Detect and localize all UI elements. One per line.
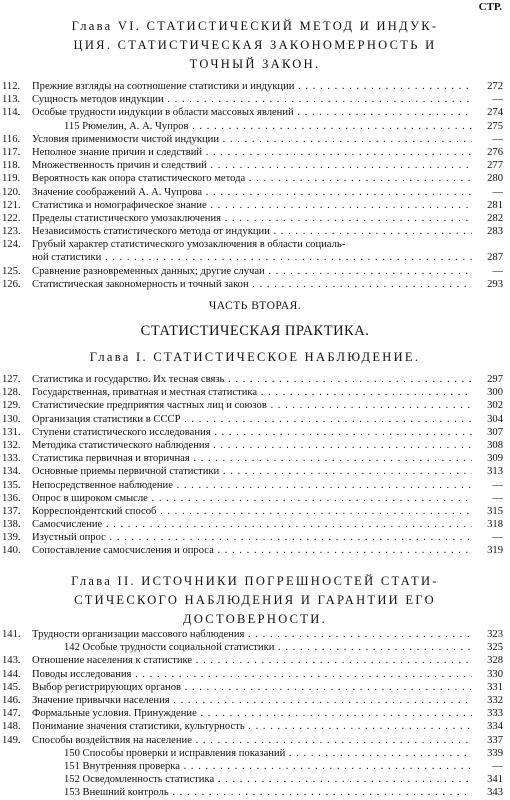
entry-number: 113. [2, 94, 21, 106]
entry-page: — [492, 492, 503, 504]
entry-page: — [492, 760, 503, 772]
entry-title: 151 Внутренняя проверка . . . [64, 760, 472, 773]
toc-entry [0, 159, 510, 172]
entry-page: 283 [487, 226, 503, 238]
entry-title: Сущность методов индукции . . . [32, 93, 472, 106]
entry-page: 330 [487, 668, 503, 680]
entry-number: 140. [2, 545, 21, 557]
toc-entry [0, 544, 510, 557]
entry-page: 297 [487, 374, 503, 385]
entry-title: Статистические предприятия частных лиц и союзов . . . [32, 399, 472, 412]
entry-number: 126. [2, 278, 21, 290]
chapter-1-heading: Глава I. СТАТИСТИЧЕСКОЕ НАБЛЮДЕНИЕ. [89, 350, 421, 364]
entry-page: 337 [487, 734, 503, 746]
toc-entry [0, 760, 510, 773]
entry-title: Методика статистического наблюдения . . . [32, 439, 472, 452]
entry-number: 145. [2, 681, 21, 693]
entry-page: 275 [487, 120, 503, 132]
entry-title: 115 Рюмелин, А. А. Чупров . . . [64, 120, 472, 133]
part-title: ЧАСТЬ ВТОРАЯ. [208, 300, 302, 312]
entry-page: 315 [487, 505, 503, 517]
entry-number: 149. [2, 734, 21, 746]
toc-entry [0, 734, 510, 747]
entry-title: Прежние взгляды на соотношение статистики и индукции . . . [32, 80, 472, 93]
entry-page: 334 [487, 721, 503, 733]
entry-page: 300 [487, 387, 503, 399]
entry-title: Неполное знание причин и следствий . . . [32, 146, 472, 159]
chapter-2-heading-line-1: Глава II. ИСТОЧНИКИ ПОГРЕШНОСТЕЙ СТАТИ- [71, 574, 439, 588]
toc-list-chapter-1 [0, 373, 510, 558]
toc-entry [0, 654, 510, 667]
entry-number: 138. [2, 519, 21, 531]
entry-page: 302 [487, 400, 503, 412]
entry-page: 343 [487, 787, 503, 799]
toc-entry [0, 373, 510, 386]
toc-entry [0, 106, 510, 119]
entry-title: Основные приемы первичной статистики . . . [32, 465, 472, 478]
entry-number: 128. [2, 387, 21, 399]
toc-entry [0, 386, 510, 399]
entry-title: Выбор регистрирующих органов . . . [32, 681, 472, 694]
toc-entry [0, 212, 510, 225]
entry-title: Статистика и номографическое знание . . . [32, 199, 472, 212]
entry-title: Формальные условия. Принуждение . . . [32, 707, 472, 720]
entry-number: 146. [2, 694, 21, 706]
entry-title: Особые трудности индукции в области массовых явлений . . . [32, 106, 472, 119]
entry-title: Трудности организации массового наблюдения . . . [32, 628, 472, 641]
toc-entry [0, 399, 510, 412]
toc-entry [0, 641, 510, 654]
entry-page: — [492, 265, 503, 277]
toc-list-chapter-6 [0, 80, 510, 291]
entry-page: 304 [487, 413, 503, 425]
chapter-2-heading-line-3: ДОСТОВЕРНОСТИ. [183, 612, 327, 626]
toc-entry [0, 479, 510, 492]
toc-entry [0, 80, 510, 93]
chapter-6-heading-line-2: ЦИЯ. СТАТИСТИЧЕСКАЯ ЗАКОНОМЕРНОСТЬ И [73, 38, 437, 52]
entry-number: 148. [2, 721, 21, 733]
entry-title: Сопоставление самосчисления и опроса . . . [32, 544, 472, 557]
toc-entry [0, 199, 510, 212]
entry-number: 133. [2, 453, 21, 465]
entry-number: 130. [2, 413, 21, 425]
page-column-label: СТР. [478, 1, 502, 13]
entry-title: 153 Внешний контроль . . . [64, 786, 472, 799]
entry-title: Ступени статистического исследования . . . [32, 426, 472, 439]
entry-number: 118. [2, 160, 21, 172]
toc-entry [0, 505, 510, 518]
entry-title: Грубый характер статистического умозаключения в области социаль- [32, 239, 346, 251]
entry-page: 307 [487, 426, 503, 438]
entry-title: 150 Способы проверки и исправления показаний . . . [64, 747, 472, 760]
chapter-6-heading-line-3: ТОЧНЫЙ ЗАКОН. [189, 57, 321, 71]
toc-entry [0, 225, 510, 238]
entry-page: 277 [487, 160, 503, 172]
entry-page: 318 [487, 519, 503, 531]
entry-title: Способы воздействия на население . . . [32, 734, 472, 747]
entry-page: 272 [487, 81, 503, 92]
entry-page: 274 [487, 107, 503, 119]
entry-title: Изустный опрос . . . [32, 531, 472, 544]
entry-title: Статистическая закономерность и точный закон . . . [32, 278, 472, 291]
toc-entry [0, 720, 510, 733]
entry-page: 319 [487, 545, 503, 557]
toc-entry [0, 186, 510, 199]
entry-title: Корреспондентский способ . . . [32, 505, 472, 518]
entry-page: 309 [487, 453, 503, 465]
entry-page: — [492, 133, 503, 145]
entry-title: Опрос в широком смысле . . . [32, 492, 472, 505]
entry-title: Множественность причин и следствий . . . [32, 159, 472, 172]
entry-number: 122. [2, 212, 21, 224]
entry-number: 135. [2, 479, 21, 491]
entry-title: 152 Осведомленность статистика . . . [64, 773, 472, 786]
entry-title: Условия применимости чистой индукции . . . [32, 133, 472, 146]
entry-page: 333 [487, 708, 503, 720]
toc-entry [0, 694, 510, 707]
entry-title: Вероятность как опора статистического метода . . . [32, 172, 472, 185]
entry-page: 323 [487, 629, 503, 640]
entry-number: 141. [2, 629, 21, 640]
entry-number: 124. [2, 239, 21, 251]
entry-number: 143. [2, 655, 21, 667]
entry-page: 276 [487, 146, 503, 158]
toc-entry [0, 747, 510, 760]
entry-title: Сравнение разновременных данных; другие случаи . . . [32, 265, 472, 278]
toc-entry [0, 133, 510, 146]
entry-title: Статистика первичная и вторичная . . . [32, 452, 472, 465]
entry-page: — [492, 94, 503, 106]
toc-entry [0, 146, 510, 159]
entry-page: — [492, 186, 503, 198]
entry-page: 281 [487, 199, 503, 211]
toc-entry [0, 773, 510, 786]
entry-number: 121. [2, 199, 21, 211]
entry-title: Организация статистики в СССР . . . [32, 413, 472, 426]
toc-entry [0, 172, 510, 185]
entry-number: 112. [2, 81, 21, 92]
entry-page: 339 [487, 747, 503, 759]
entry-page: 293 [487, 278, 503, 290]
entry-number: 116. [2, 133, 21, 145]
entry-title: Непосредственное наблюдение . . . [32, 479, 472, 492]
entry-title: Понимание значения статистики, культурность . . . [32, 720, 472, 733]
entry-title: Значение соображений А. А. Чупрова . . . [32, 186, 472, 199]
toc-entry [0, 238, 510, 251]
toc-entry [0, 426, 510, 439]
toc-entry [0, 628, 510, 641]
toc-entry [0, 439, 510, 452]
toc-entry [0, 668, 510, 681]
entry-title: Поводы исследования . . . [32, 668, 472, 681]
entry-number: 129. [2, 400, 21, 412]
toc-entry [0, 413, 510, 426]
entry-title: Независимость статистического метода от индукции . . . [32, 225, 472, 238]
entry-number: 120. [2, 186, 21, 198]
entry-number: 136. [2, 492, 21, 504]
entry-page: 280 [487, 173, 503, 185]
entry-number: 119. [2, 173, 21, 185]
entry-number: 132. [2, 439, 21, 451]
toc-entry [0, 278, 510, 291]
entry-page: 308 [487, 439, 503, 451]
entry-page: 313 [487, 466, 503, 478]
entry-title: Пределы статистического умозаключения . . . [32, 212, 472, 225]
entry-number: 117. [2, 146, 21, 158]
entry-page: 341 [487, 774, 503, 786]
toc-entry [0, 265, 510, 278]
toc-entry [0, 251, 510, 264]
toc-entry [0, 465, 510, 478]
toc-entry [0, 681, 510, 694]
toc-entry [0, 531, 510, 544]
entry-title: ной статистики . . . [32, 251, 472, 264]
entry-number: 139. [2, 532, 21, 544]
entry-page: — [492, 532, 503, 544]
toc-entry [0, 452, 510, 465]
toc-entry [0, 786, 510, 799]
toc-list-chapter-2 [0, 628, 510, 799]
entry-page: — [492, 479, 503, 491]
toc-entry [0, 93, 510, 106]
entry-page: 287 [487, 252, 503, 264]
section-title: СТАТИСТИЧЕСКАЯ ПРАКТИКА. [140, 323, 370, 339]
entry-title: Статистика и государство. Их тесная связь . . . [32, 373, 472, 386]
entry-page: 282 [487, 212, 503, 224]
entry-page: 328 [487, 655, 503, 667]
entry-number: 134. [2, 466, 21, 478]
toc-entry [0, 492, 510, 505]
entry-title: Отношение населения к статистике . . . [32, 654, 472, 667]
toc-entry [0, 707, 510, 720]
toc-entry [0, 120, 510, 133]
entry-title: 142 Особые трудности социальной статистики . . . [64, 641, 472, 654]
entry-title: Государственная, приватная и местная статистика . . . [32, 386, 472, 399]
entry-number: 147. [2, 708, 21, 720]
entry-number: 137. [2, 505, 21, 517]
entry-number: 127. [2, 374, 21, 385]
entry-number: 114. [2, 107, 21, 119]
entry-page: 325 [487, 642, 503, 654]
entry-page: 331 [487, 681, 503, 693]
toc-entry [0, 518, 510, 531]
chapter-2-heading-line-2: СТИЧЕСКОГО НАБЛЮДЕНИЯ И ГАРАНТИИ ЕГО [74, 593, 436, 607]
entry-title: Самосчисление . . . [32, 518, 472, 531]
entry-number: 131. [2, 426, 21, 438]
entry-number: 125. [2, 265, 21, 277]
entry-title: Значение привычки населения . . . [32, 694, 472, 707]
entry-number: 144. [2, 668, 21, 680]
chapter-6-heading-line-1: Глава VI. СТАТИСТИЧЕСКИЙ МЕТОД И ИНДУК- [71, 19, 439, 33]
entry-page: 332 [487, 694, 503, 706]
entry-number: 123. [2, 226, 21, 238]
